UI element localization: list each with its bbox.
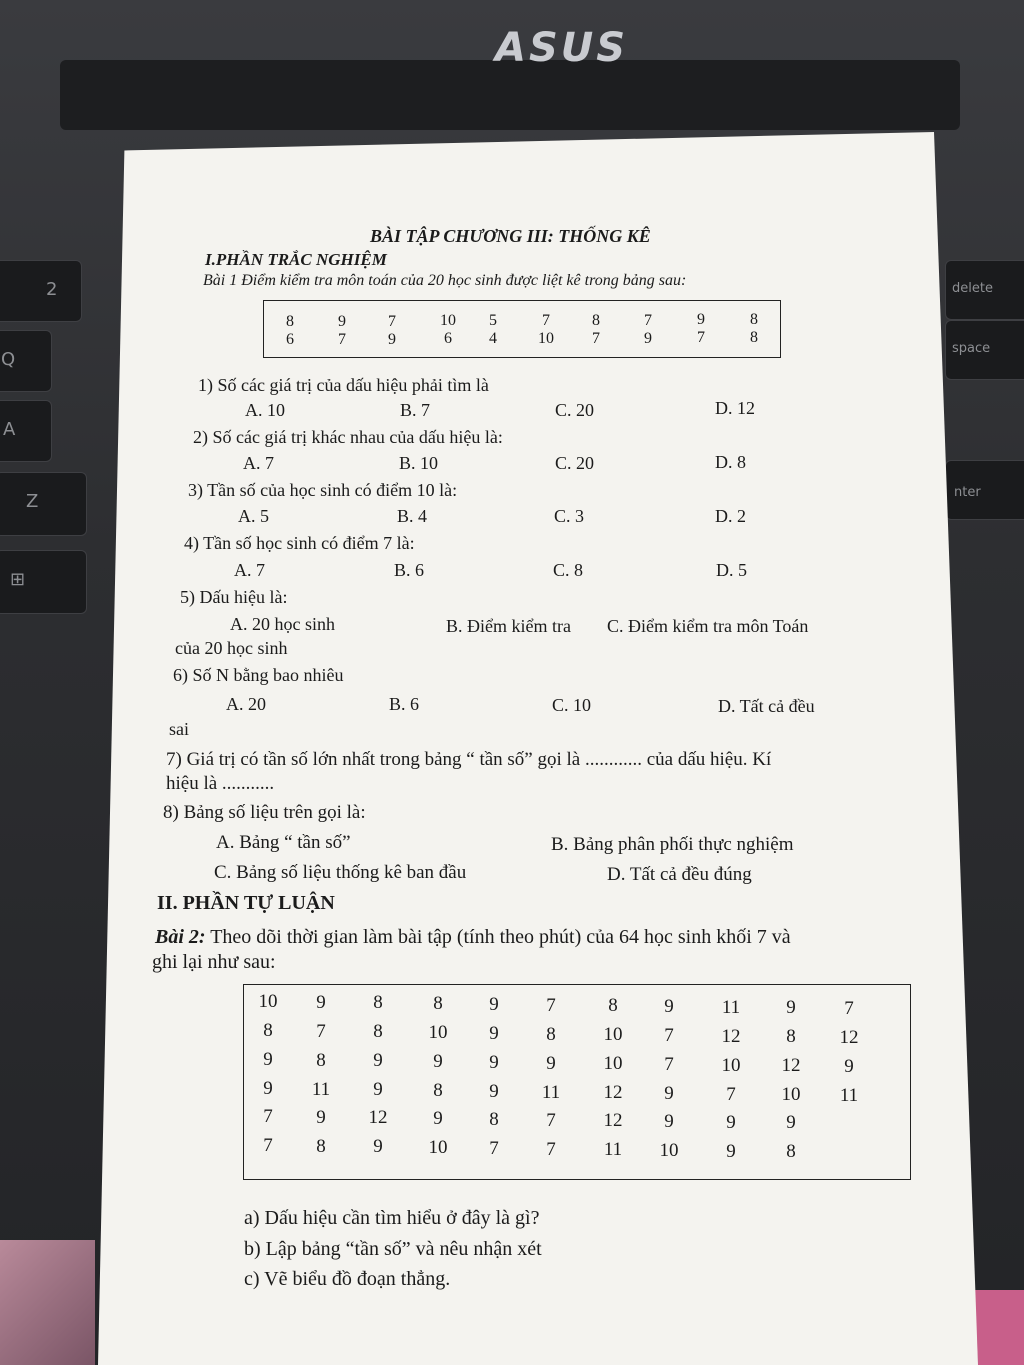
question-c: c) Vẽ biểu đồ đoạn thẳng. — [244, 1268, 451, 1290]
q2-option-c: C. 20 — [555, 453, 595, 473]
q5-continuation: của 20 học sinh — [175, 638, 288, 658]
q8-text: 8) Bảng số liệu trên gọi là: — [163, 802, 366, 823]
pink-object — [975, 1290, 1024, 1365]
part2-heading: II. PHẦN TỰ LUẬN — [157, 892, 335, 914]
table2-cell: 10 — [721, 1054, 741, 1076]
table2-cell: 9 — [726, 1111, 736, 1133]
table1-cell: 10 — [538, 330, 554, 347]
table1-cell: 9 — [697, 311, 705, 329]
q3-text: 3) Tần số của học sinh có điểm 10 là: — [188, 480, 458, 500]
table2-cell: 11 — [603, 1139, 623, 1161]
table1-cell: 7 — [697, 329, 705, 347]
q7-continuation: hiệu là ........... — [166, 773, 275, 794]
q2-option-b: B. 10 — [399, 453, 439, 473]
brand-logo: ASUS — [495, 25, 629, 71]
q5-option-b: B. Điểm kiểm tra — [446, 616, 571, 636]
table2-cell: 9 — [433, 1051, 443, 1073]
q6-option-a: A. 20 — [226, 694, 266, 714]
q8-option-b: B. Bảng phân phối thực nghiệm — [551, 834, 794, 855]
q4-option-d: D. 5 — [716, 560, 747, 580]
q8-option-a: A. Bảng “ tần số” — [216, 832, 351, 853]
table2-cell: 12 — [368, 1107, 388, 1129]
table2-cell: 9 — [316, 991, 326, 1013]
table1-cell: 9 — [388, 330, 396, 348]
table2-cell: 9 — [373, 1050, 383, 1072]
table2-cell: 11 — [541, 1081, 561, 1103]
table2-cell: 9 — [664, 995, 674, 1017]
table2-cell: 11 — [311, 1078, 331, 1100]
table2-cell: 9 — [546, 1052, 556, 1074]
table1-cell: 6 — [444, 330, 452, 348]
table2-cell: 8 — [433, 1080, 443, 1102]
table2-cell: 12 — [781, 1055, 801, 1077]
table2-cell: 7 — [844, 998, 854, 1019]
table2-cell: 7 — [546, 994, 556, 1016]
pink-fabric — [0, 1240, 95, 1365]
table2-cell: 8 — [316, 1049, 326, 1071]
bai2-continuation: ghi lại như sau: — [152, 951, 276, 973]
table2-cell: 9 — [489, 1022, 499, 1044]
table2-cell: 9 — [786, 1112, 796, 1134]
q3-option-a: A. 5 — [238, 506, 269, 526]
table2-cell: 9 — [786, 997, 796, 1019]
keyboard-right — [940, 260, 1024, 710]
table2-cell: 9 — [373, 1079, 383, 1101]
table2-cell: 7 — [726, 1083, 736, 1105]
q1-option-d: D. 12 — [715, 398, 755, 418]
table1-cell: 8 — [286, 313, 294, 330]
table2-cell: 8 — [316, 1135, 326, 1157]
table1-cell: 9 — [644, 329, 652, 347]
table1-cell: 7 — [542, 312, 550, 329]
table2-cell: 9 — [664, 1082, 674, 1104]
table2-cell: 10 — [428, 1137, 448, 1159]
table2-cell: 12 — [839, 1027, 859, 1048]
table2-cell: 9 — [844, 1056, 854, 1077]
table2-cell: 12 — [603, 1082, 623, 1104]
table2-cell: 9 — [489, 1051, 499, 1073]
q5-text: 5) Dấu hiệu là: — [180, 587, 288, 607]
table2-cell: 10 — [258, 991, 278, 1012]
table2-cell: 9 — [316, 1106, 326, 1128]
q2-text: 2) Số các giá trị khác nhau của dấu hiệu là: — [193, 427, 503, 447]
q2-option-a: A. 7 — [243, 453, 274, 473]
table2-cell: 9 — [263, 1049, 273, 1070]
table1-cell: 9 — [338, 312, 346, 330]
table1-cell: 6 — [286, 331, 294, 348]
table2-cell: 7 — [664, 1024, 674, 1046]
table2-cell: 9 — [373, 1136, 383, 1158]
q4-option-b: B. 6 — [394, 560, 425, 580]
q1-option-b: B. 7 — [400, 400, 431, 420]
q2-option-d: D. 8 — [715, 452, 746, 472]
q6-option-b: B. 6 — [389, 694, 420, 714]
question-a: a) Dấu hiệu cần tìm hiểu ở đây là gì? — [244, 1207, 540, 1229]
table2-cell: 8 — [373, 992, 383, 1014]
table2-cell: 10 — [659, 1139, 679, 1161]
table1-cell: 8 — [750, 311, 758, 329]
windows-key — [0, 550, 87, 614]
table2-cell: 7 — [263, 1135, 273, 1156]
table2-cell: 9 — [433, 1108, 443, 1130]
table2-cell: 10 — [781, 1084, 801, 1106]
q3-option-c: C. 3 — [554, 506, 585, 526]
table2-cell: 9 — [263, 1078, 273, 1099]
q4-option-a: A. 7 — [234, 560, 265, 580]
q6-continuation: sai — [169, 719, 189, 739]
q7-text: 7) Giá trị có tần số lớn nhất trong bảng “ tần số” gọi là ............ của dấu hiệu. Kí — [166, 749, 772, 770]
table2-cell: 7 — [263, 1106, 273, 1127]
table2-cell: 7 — [316, 1020, 326, 1042]
windows-icon: ⊞ — [10, 569, 26, 590]
table2-cell: 9 — [489, 1080, 499, 1102]
table2-cell: 7 — [546, 1109, 556, 1131]
table2-cell: 8 — [608, 995, 618, 1017]
table2-cell: 7 — [664, 1053, 674, 1075]
table2-cell: 12 — [721, 1025, 741, 1047]
table2-cell: 8 — [263, 1020, 273, 1041]
table1-cell: 4 — [489, 330, 497, 348]
bai2-text — [155, 926, 791, 949]
q8-option-d: D. Tất cả đều đúng — [607, 864, 752, 885]
table2-cell: 8 — [786, 1141, 796, 1163]
key-delete: delete — [945, 260, 1024, 320]
question-b: b) Lập bảng “tần số” và nêu nhận xét — [244, 1238, 542, 1260]
key-space: space — [945, 320, 1024, 380]
table2-cell: 11 — [721, 996, 741, 1018]
bai2-body: Theo dõi thời gian làm bài tập (tính theo phút) của 64 học sinh khối 7 và — [210, 926, 791, 948]
table2-cell: 8 — [489, 1108, 499, 1130]
q8-option-c: C. Bảng số liệu thống kê ban đầu — [214, 862, 467, 883]
table2-cell: 11 — [839, 1085, 859, 1106]
keyboard-left — [0, 210, 105, 680]
table2-cell: 8 — [786, 1026, 796, 1048]
q3-option-d: D. 2 — [715, 506, 746, 526]
table1-cell: 7 — [592, 329, 600, 347]
table2-cell: 9 — [489, 993, 499, 1015]
table2-cell: 9 — [726, 1140, 736, 1162]
part1-heading: I.PHẦN TRẮC NGHIỆM — [205, 250, 387, 269]
table2-cell: 9 — [664, 1110, 674, 1132]
table2-cell: 8 — [373, 1021, 383, 1043]
key-z: Z — [0, 472, 87, 536]
q1-text: 1) Số các giá trị của dấu hiệu phải tìm là — [198, 375, 489, 395]
table2-cell: 10 — [603, 1024, 623, 1046]
doc-title: BÀI TẬP CHƯƠNG III: THỐNG KÊ — [370, 226, 651, 246]
key-2: 2 — [0, 260, 82, 322]
table1-cell: 8 — [592, 311, 600, 329]
key-q: Q — [0, 330, 52, 392]
bai2-label: Bài 2: — [155, 926, 206, 948]
table2-cell: 8 — [433, 993, 443, 1015]
q6-option-c: C. 10 — [552, 695, 592, 715]
q5-option-a: A. 20 học sinh — [230, 614, 335, 634]
table1-cell: 10 — [440, 312, 456, 330]
q6-text: 6) Số N bằng bao nhiêu — [173, 665, 344, 685]
table2-cell: 7 — [489, 1137, 499, 1159]
table1-cell: 7 — [644, 311, 652, 329]
table2-cell: 7 — [546, 1138, 556, 1160]
q3-option-b: B. 4 — [397, 506, 428, 526]
q4-option-c: C. 8 — [553, 560, 584, 580]
table1-cell: 8 — [750, 329, 758, 347]
table2-cell: 10 — [603, 1053, 623, 1075]
table2-cell: 10 — [428, 1022, 448, 1044]
q4-text: 4) Tần số học sinh có điểm 7 là: — [184, 533, 415, 553]
q1-option-a: A. 10 — [245, 400, 285, 420]
table1-cell: 5 — [489, 312, 497, 330]
table1-cell: 7 — [388, 312, 396, 330]
q5-option-c: C. Điểm kiểm tra môn Toán — [607, 616, 809, 636]
key-enter: nter — [945, 460, 1024, 520]
bai1-text: Bài 1 Điểm kiểm tra môn toán của 20 học sinh được liệt kê trong bảng sau: — [203, 272, 687, 289]
table1-cell: 7 — [338, 330, 346, 348]
table2-cell: 12 — [603, 1110, 623, 1132]
key-a: A — [0, 400, 52, 462]
table2-cell: 8 — [546, 1023, 556, 1045]
q1-option-c: C. 20 — [555, 400, 595, 420]
q6-option-d: D. Tất cả đều — [718, 696, 815, 716]
